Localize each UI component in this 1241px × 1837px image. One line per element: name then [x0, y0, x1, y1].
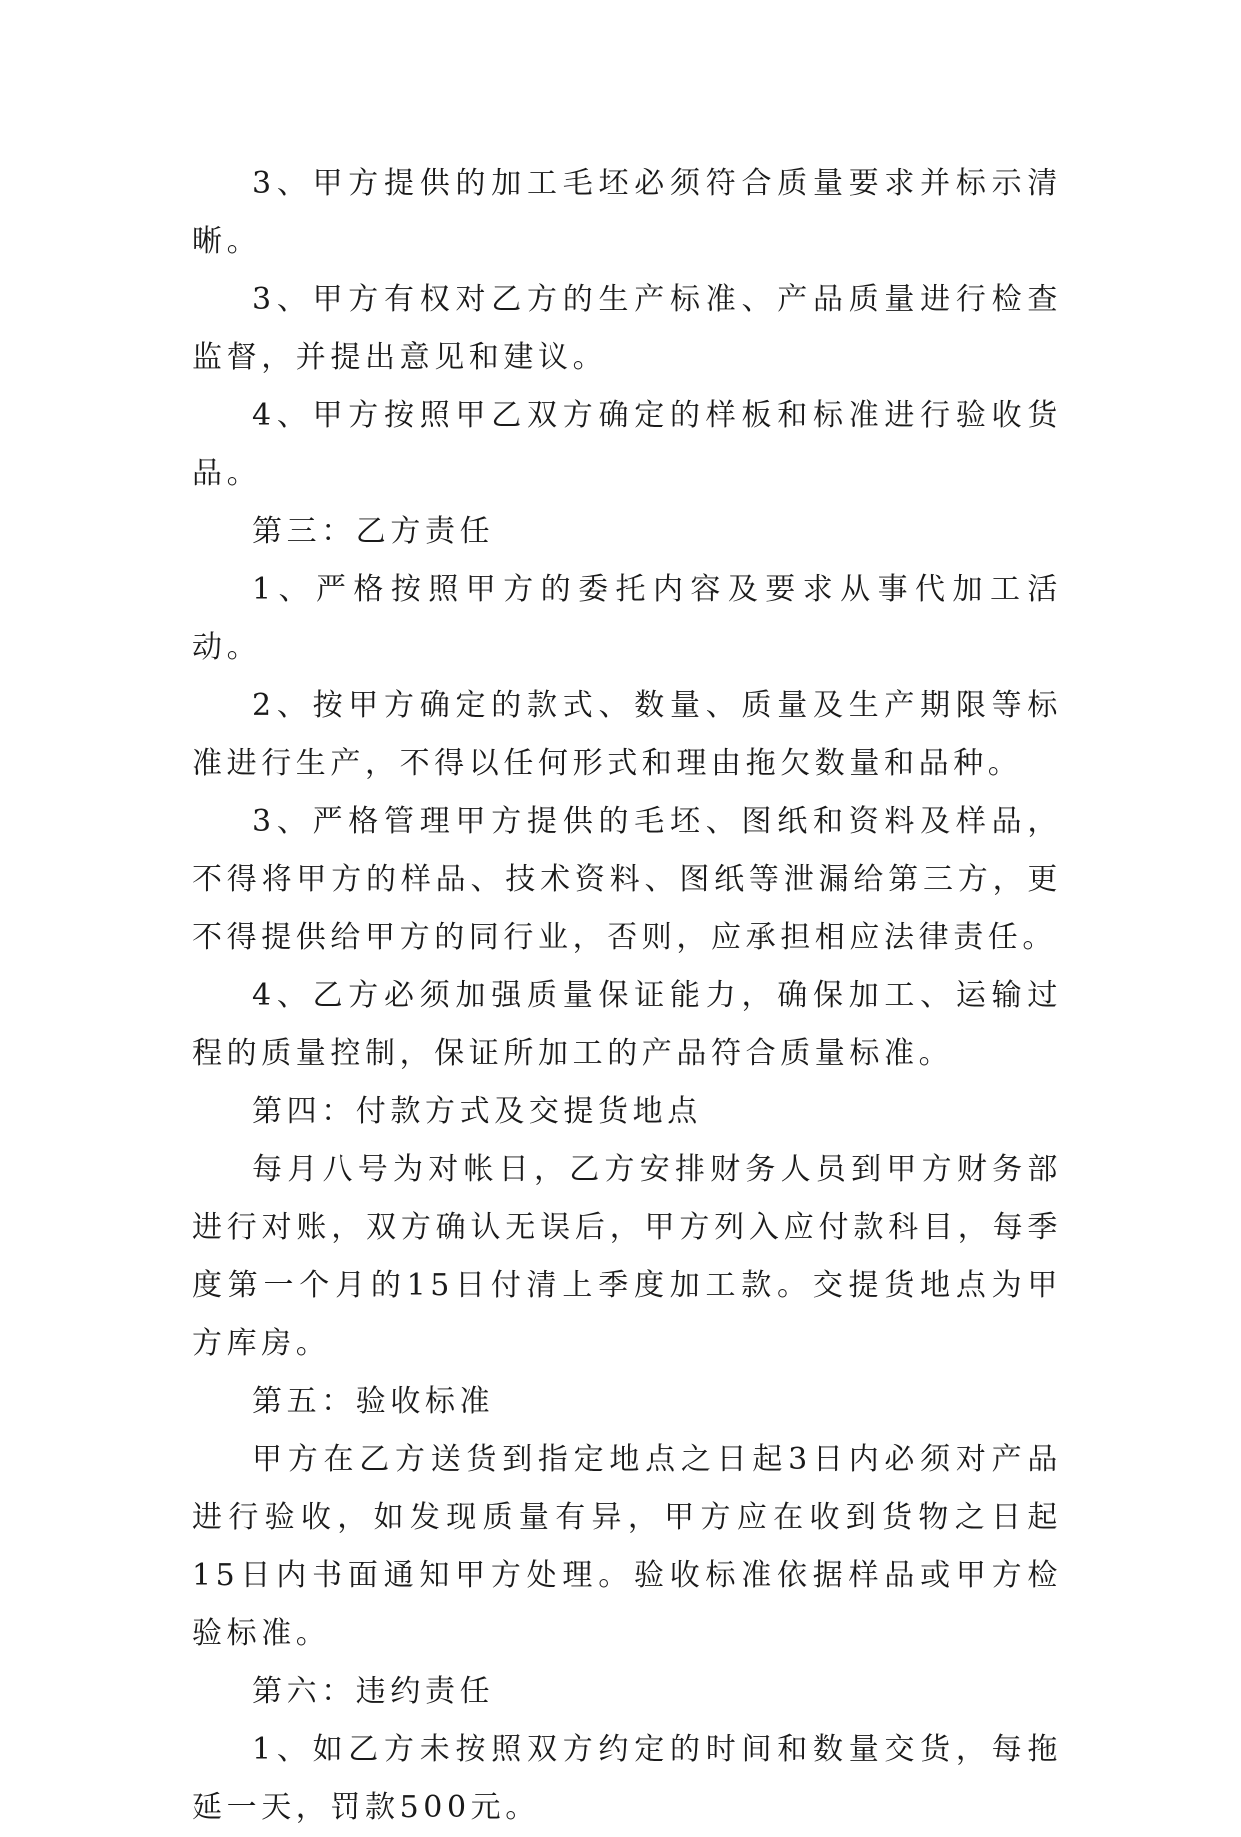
section-heading: 第六：违约责任	[252, 1674, 495, 1709]
clause-paragraph: 4、乙方必须加强质量保证能力，确保加工、运输过程的质量控制，保证所加工的产品符合质量标准。	[192, 978, 1062, 1071]
clause-paragraph: 2、按甲方确定的款式、数量、质量及生产期限等标准进行生产，不得以任何形式和理由拖欠数量和品种。	[192, 688, 1062, 781]
clause-paragraph: 4、甲方按照甲乙双方确定的样板和标准进行验收货品。	[192, 398, 1062, 491]
section-heading: 第三：乙方责任	[252, 514, 495, 549]
clause-paragraph: 甲方在乙方送货到指定地点之日起3日内必须对产品进行验收，如发现质量有异，甲方应在收到货物之日起15日内书面通知甲方处理。验收标准依据样品或甲方检验标准。	[192, 1442, 1062, 1651]
clause-paragraph: 3、甲方有权对乙方的生产标准、产品质量进行检查监督，并提出意见和建议。	[192, 282, 1062, 375]
section-heading: 第四：付款方式及交提货地点	[252, 1094, 702, 1129]
contract-body	[192, 155, 1062, 1837]
clause-paragraph: 3、严格管理甲方提供的毛坯、图纸和资料及样品，不得将甲方的样品、技术资料、图纸等泄漏给第三方，更不得提供给甲方的同行业，否则，应承担相应法律责任。	[192, 804, 1062, 955]
clause-paragraph: 3、甲方提供的加工毛坯必须符合质量要求并标示清晰。	[192, 166, 1062, 259]
clause-paragraph: 1、严格按照甲方的委托内容及要求从事代加工活动。	[192, 572, 1062, 665]
clause-paragraph: 每月八号为对帐日，乙方安排财务人员到甲方财务部进行对账，双方确认无误后，甲方列入应付款科目，每季度第一个月的15日付清上季度加工款。交提货地点为甲方库房。	[192, 1152, 1062, 1361]
clause-paragraph: 1、如乙方未按照双方约定的时间和数量交货，每拖延一天，罚款500元。	[192, 1732, 1062, 1825]
section-heading: 第五：验收标准	[252, 1384, 495, 1419]
